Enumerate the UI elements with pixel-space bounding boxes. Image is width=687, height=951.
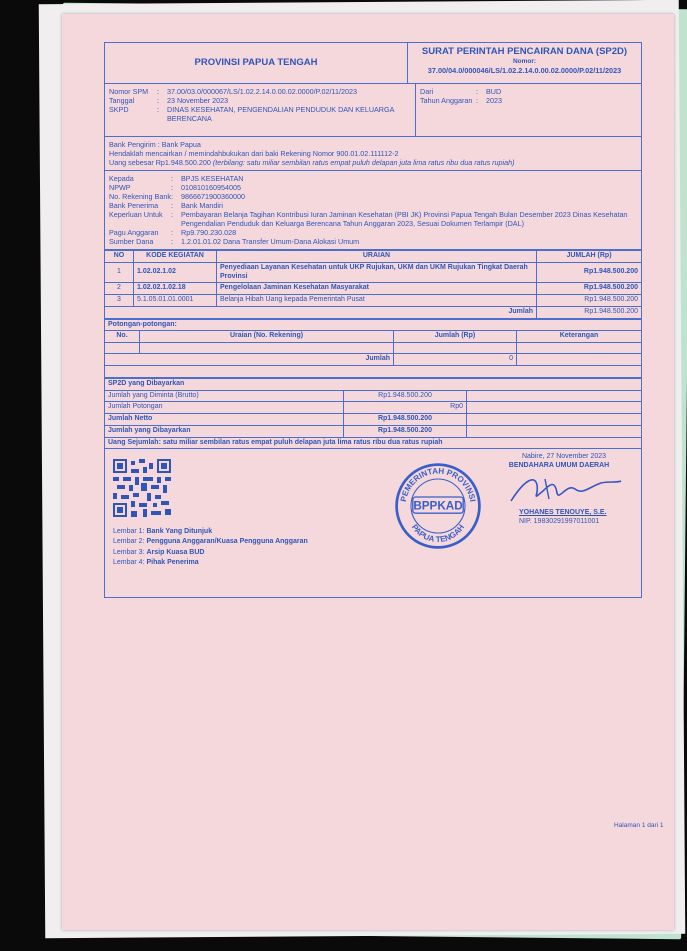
signer-role: BENDAHARA UMUM DAERAH — [508, 462, 610, 469]
recipient-info — [104, 171, 642, 250]
signer-nip: NIP. 19830291997011001 — [519, 517, 600, 525]
document-header — [104, 42, 642, 84]
nomor-value: 37.00/04.0/000046/LS/1.02.2.14.0.00.02.0000/P.02/11/2023 — [427, 66, 622, 75]
list-item: Lembar 4: Pihak Penerima — [113, 558, 199, 566]
table-header-row: No. Uraian (No. Rekening) Jumlah (Rp) Keterangan — [105, 331, 642, 343]
dibayarkan-title: SP2D yang Dibayarkan — [105, 378, 642, 390]
province-title: PROVINSI PAPUA TENGAH — [105, 43, 408, 83]
sp2d-document — [104, 42, 642, 598]
table-total-row: Jumlah 0 — [105, 354, 642, 366]
bank-instruction — [104, 137, 642, 171]
svg-text:BPPKAD: BPPKAD — [413, 499, 463, 513]
table-row — [105, 343, 642, 354]
table-row: Jumlah yang Dibayarkan Rp1.948.500.200 — [105, 425, 642, 437]
qr-code-icon — [113, 459, 171, 517]
table-row: 2 1.02.02.1.02.18 Pengelolaan Jaminan Kesehatan Masyarakat Rp1.948.500.200 — [105, 283, 642, 295]
spm-info-right — [416, 84, 641, 136]
sp2d-title-block — [408, 43, 641, 83]
amount-line: Uang sebesar Rp1.948.500.200 (terbilang: satu miliar sembilan ratus empat puluh delapan juta lima ratus ribu dua ratus rupiah) — [109, 158, 515, 167]
bank-order: Hendaklah mencairkan / memindahbukukan dari baki Rekening Nomor 900.01.02.111112-2 — [109, 149, 399, 158]
potongan-title: Potongan-potongan: — [105, 319, 642, 331]
spm-info — [104, 84, 642, 137]
signature-area — [104, 449, 642, 598]
recipient-row: Keperluan Untuk : Pembayaran Belanja Tagihan Kontribusi Iuran Jaminan Kesehatan (PBI JK) Provinsi Papua Tengah Bulan Desember 2023 Dinas Kesehatan Pengendalian Penduduk dan Keluarga Berencana Tahun Anggaran 2023, Sesuai Dokumen Terlampir (DAL) — [109, 210, 628, 228]
place-date: Nabire, 27 November 2023 — [521, 453, 607, 461]
lembar-list — [113, 527, 308, 568]
info-row: Nomor SPM : 37.00/03.0/000067/LS/1.02.2.14.0.00.02.0000/P.02/11/2023 — [109, 87, 357, 96]
handwritten-signature-icon — [505, 471, 625, 509]
table-row: Jumlah Netto Rp1.948.500.200 — [105, 414, 642, 426]
recipient-row: No. Rekening Bank : 9866671900360000 — [109, 192, 245, 201]
list-item: Lembar 1: Bank Yang Ditunjuk — [113, 528, 213, 536]
list-item: Lembar 2: Pengguna Anggaran/Kuasa Pengguna Anggaran — [113, 538, 308, 546]
info-row: Tanggal : 23 November 2023 — [109, 96, 229, 105]
terbilang: Uang Sejumlah: satu miliar sembilan ratus empat puluh delapan juta lima ratus ribu dua ratus rupiah — [105, 437, 642, 449]
table-row: 3 5.1.05.01.01.0001 Belanja Hibah Uang kepada Pemerintah Pusat Rp1.948.500.200 — [105, 295, 642, 307]
recipient-row: Pagu Anggaran : Rp9.790.230.028 — [109, 228, 237, 237]
recipient-row: Bank Penerima : Bank Mandiri — [109, 201, 223, 210]
table-row: Jumlah Potongan Rp0 — [105, 402, 642, 414]
kegiatan-table — [104, 250, 642, 319]
list-item: Lembar 3: Arsip Kuasa BUD — [113, 548, 205, 556]
table-header-row: NO KODE KEGIATAN URAIAN JUMLAH (Rp) — [105, 251, 642, 263]
potongan-table — [104, 319, 642, 378]
page-number: Halaman 1 dari 1 — [614, 822, 664, 829]
table-total-row: Jumlah Rp1.948.500.200 — [105, 306, 642, 318]
spm-info-left — [105, 84, 416, 136]
document-paper — [62, 14, 674, 930]
svg-text:PAPUA TENGAH: PAPUA TENGAH — [409, 523, 467, 545]
recipient-row: Sumber Dana : 1.2.01.01.02 Dana Transfer Umum-Dana Alokasi Umum — [109, 237, 360, 246]
sp2d-title: SURAT PERINTAH PENCAIRAN DANA (SP2D) — [421, 46, 628, 57]
info-row: SKPD : DINAS KESEHATAN, PENGENDALIAN PENDUDUK DAN KELUARGA BERENCANA — [109, 105, 394, 123]
info-row: Tahun Anggaran : 2023 — [420, 96, 502, 105]
dibayarkan-table — [104, 378, 642, 450]
svg-text:PEMERINTAH PROVINSI: PEMERINTAH PROVINSI — [398, 466, 478, 503]
signer-name: YOHANES TENOUYE, S.E. — [519, 508, 607, 516]
nomor-label: Nomor: — [512, 57, 537, 65]
table-row: 1 1.02.02.1.02 Penyediaan Layanan Kesehatan untuk UKP Rujukan, UKM dan UKM Rujukan Tingkat Daerah Provinsi Rp1.948.500.200 — [105, 262, 642, 283]
recipient-row: NPWP : 010810160954005 — [109, 183, 241, 192]
recipient-row: Kepada : BPJS KESEHATAN — [109, 174, 244, 183]
signature-block — [409, 453, 639, 526]
bank-sender: Bank Pengirim : Bank Papua — [109, 140, 201, 149]
info-row: Dari : BUD — [420, 87, 502, 96]
table-row: Jumlah yang Diminta (Brutto) Rp1.948.500.200 — [105, 390, 642, 402]
